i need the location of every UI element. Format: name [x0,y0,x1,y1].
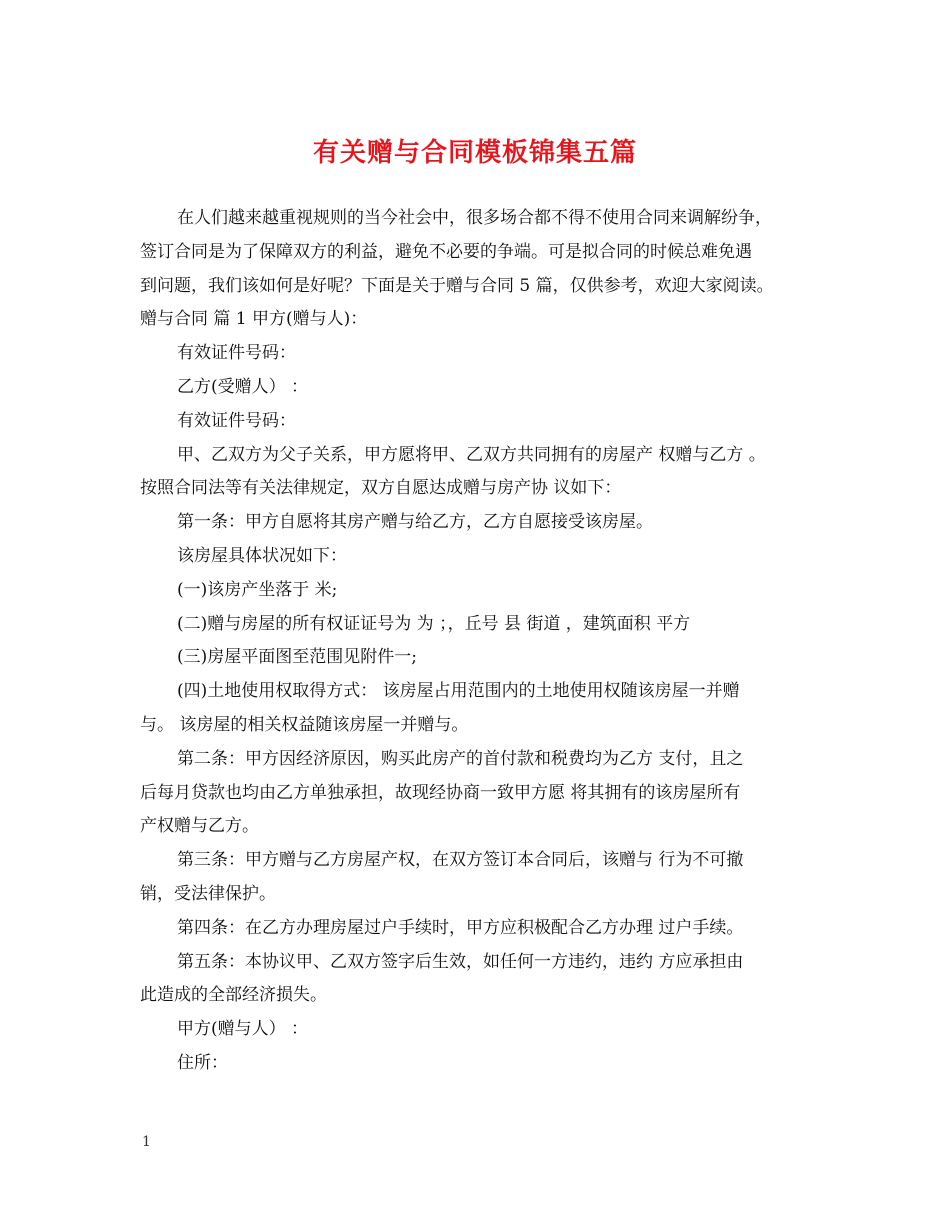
paragraph-line: (二)赠与房屋的所有权证证号为 为 ；，丘号 县 街道 ，建筑面积 平方 [177,613,691,634]
paragraph-line: 有效证件号码： [177,410,296,431]
paragraph-line: 该房屋具体状况如下： [177,545,347,566]
paragraph-line: 销，受法律保护。 [140,883,276,904]
paragraph-line: 第一条：甲方自愿将其房产赠与给乙方，乙方自愿接受该房屋。 [177,512,653,533]
paragraph-line: 后每月贷款也均由乙方单独承担，故现经协商一致甲方愿 将其拥有的该房屋所有 [140,782,741,803]
paragraph-line: (三)房屋平面图至范围见附件一; [177,647,417,668]
document-body [140,202,812,1081]
document-title: 有关赠与合同模板锦集五篇 [312,138,637,168]
paragraph-line: 与。 该房屋的相关权益随该房屋一并赠与。 [140,714,469,735]
paragraph-line: 甲方(赠与人） ： [177,1019,309,1040]
paragraph-line: 住所： [177,1052,228,1073]
paragraph-line: 产权赠与乙方。 [140,816,259,837]
paragraph-line: 第四条：在乙方办理房屋过户手续时，甲方应积极配合乙方办理 过户手续。 [177,917,744,938]
paragraph-line: 第三条：甲方赠与乙方房屋产权，在双方签订本合同后，该赠与 行为不可撤 [177,850,744,871]
paragraph-line: 乙方(受赠人） ： [177,376,309,397]
paragraph-line: 第五条：本协议甲、乙双方签字后生效，如任何一方违约，违约 方应承担由 [177,951,744,972]
paragraph-line: 在人们越来越重视规则的当今社会中，很多场合都不得不使用合同来调解纷争， [177,208,772,228]
paragraph-line: (四)土地使用权取得方式： 该房屋占用范围内的土地使用权随该房屋一并赠 [177,681,740,702]
paragraph-line: 有效证件号码： [177,343,296,364]
paragraph-line: 甲、乙双方为父子关系，甲方愿将甲、乙双方共同拥有的房屋产 权赠与乙方 。 [177,444,766,465]
paragraph-line: 签订合同是为了保障双方的利益，避免不必要的争端。可是拟合同的时候总难免遇 [140,241,752,262]
paragraph-line: 此造成的全部经济损失。 [140,985,327,1006]
paragraph-line: 第二条：甲方因经济原因，购买此房产的首付款和税费均为乙方 支付，且之 [177,748,744,769]
paragraph-line: 按照合同法等有关法律规定，双方自愿达成赠与房产协 议如下： [140,478,622,499]
paragraph-line: 到问题，我们该如何是好呢？下面是关于赠与合同 5 篇，仅供参考，欢迎大家阅读。 [140,275,774,296]
section-heading-line: 赠与合同 篇 1 甲方(赠与人)： [140,309,368,330]
paragraph-line: (一)该房产坐落于 米; [177,579,338,600]
page-number: 1 [142,1134,151,1150]
